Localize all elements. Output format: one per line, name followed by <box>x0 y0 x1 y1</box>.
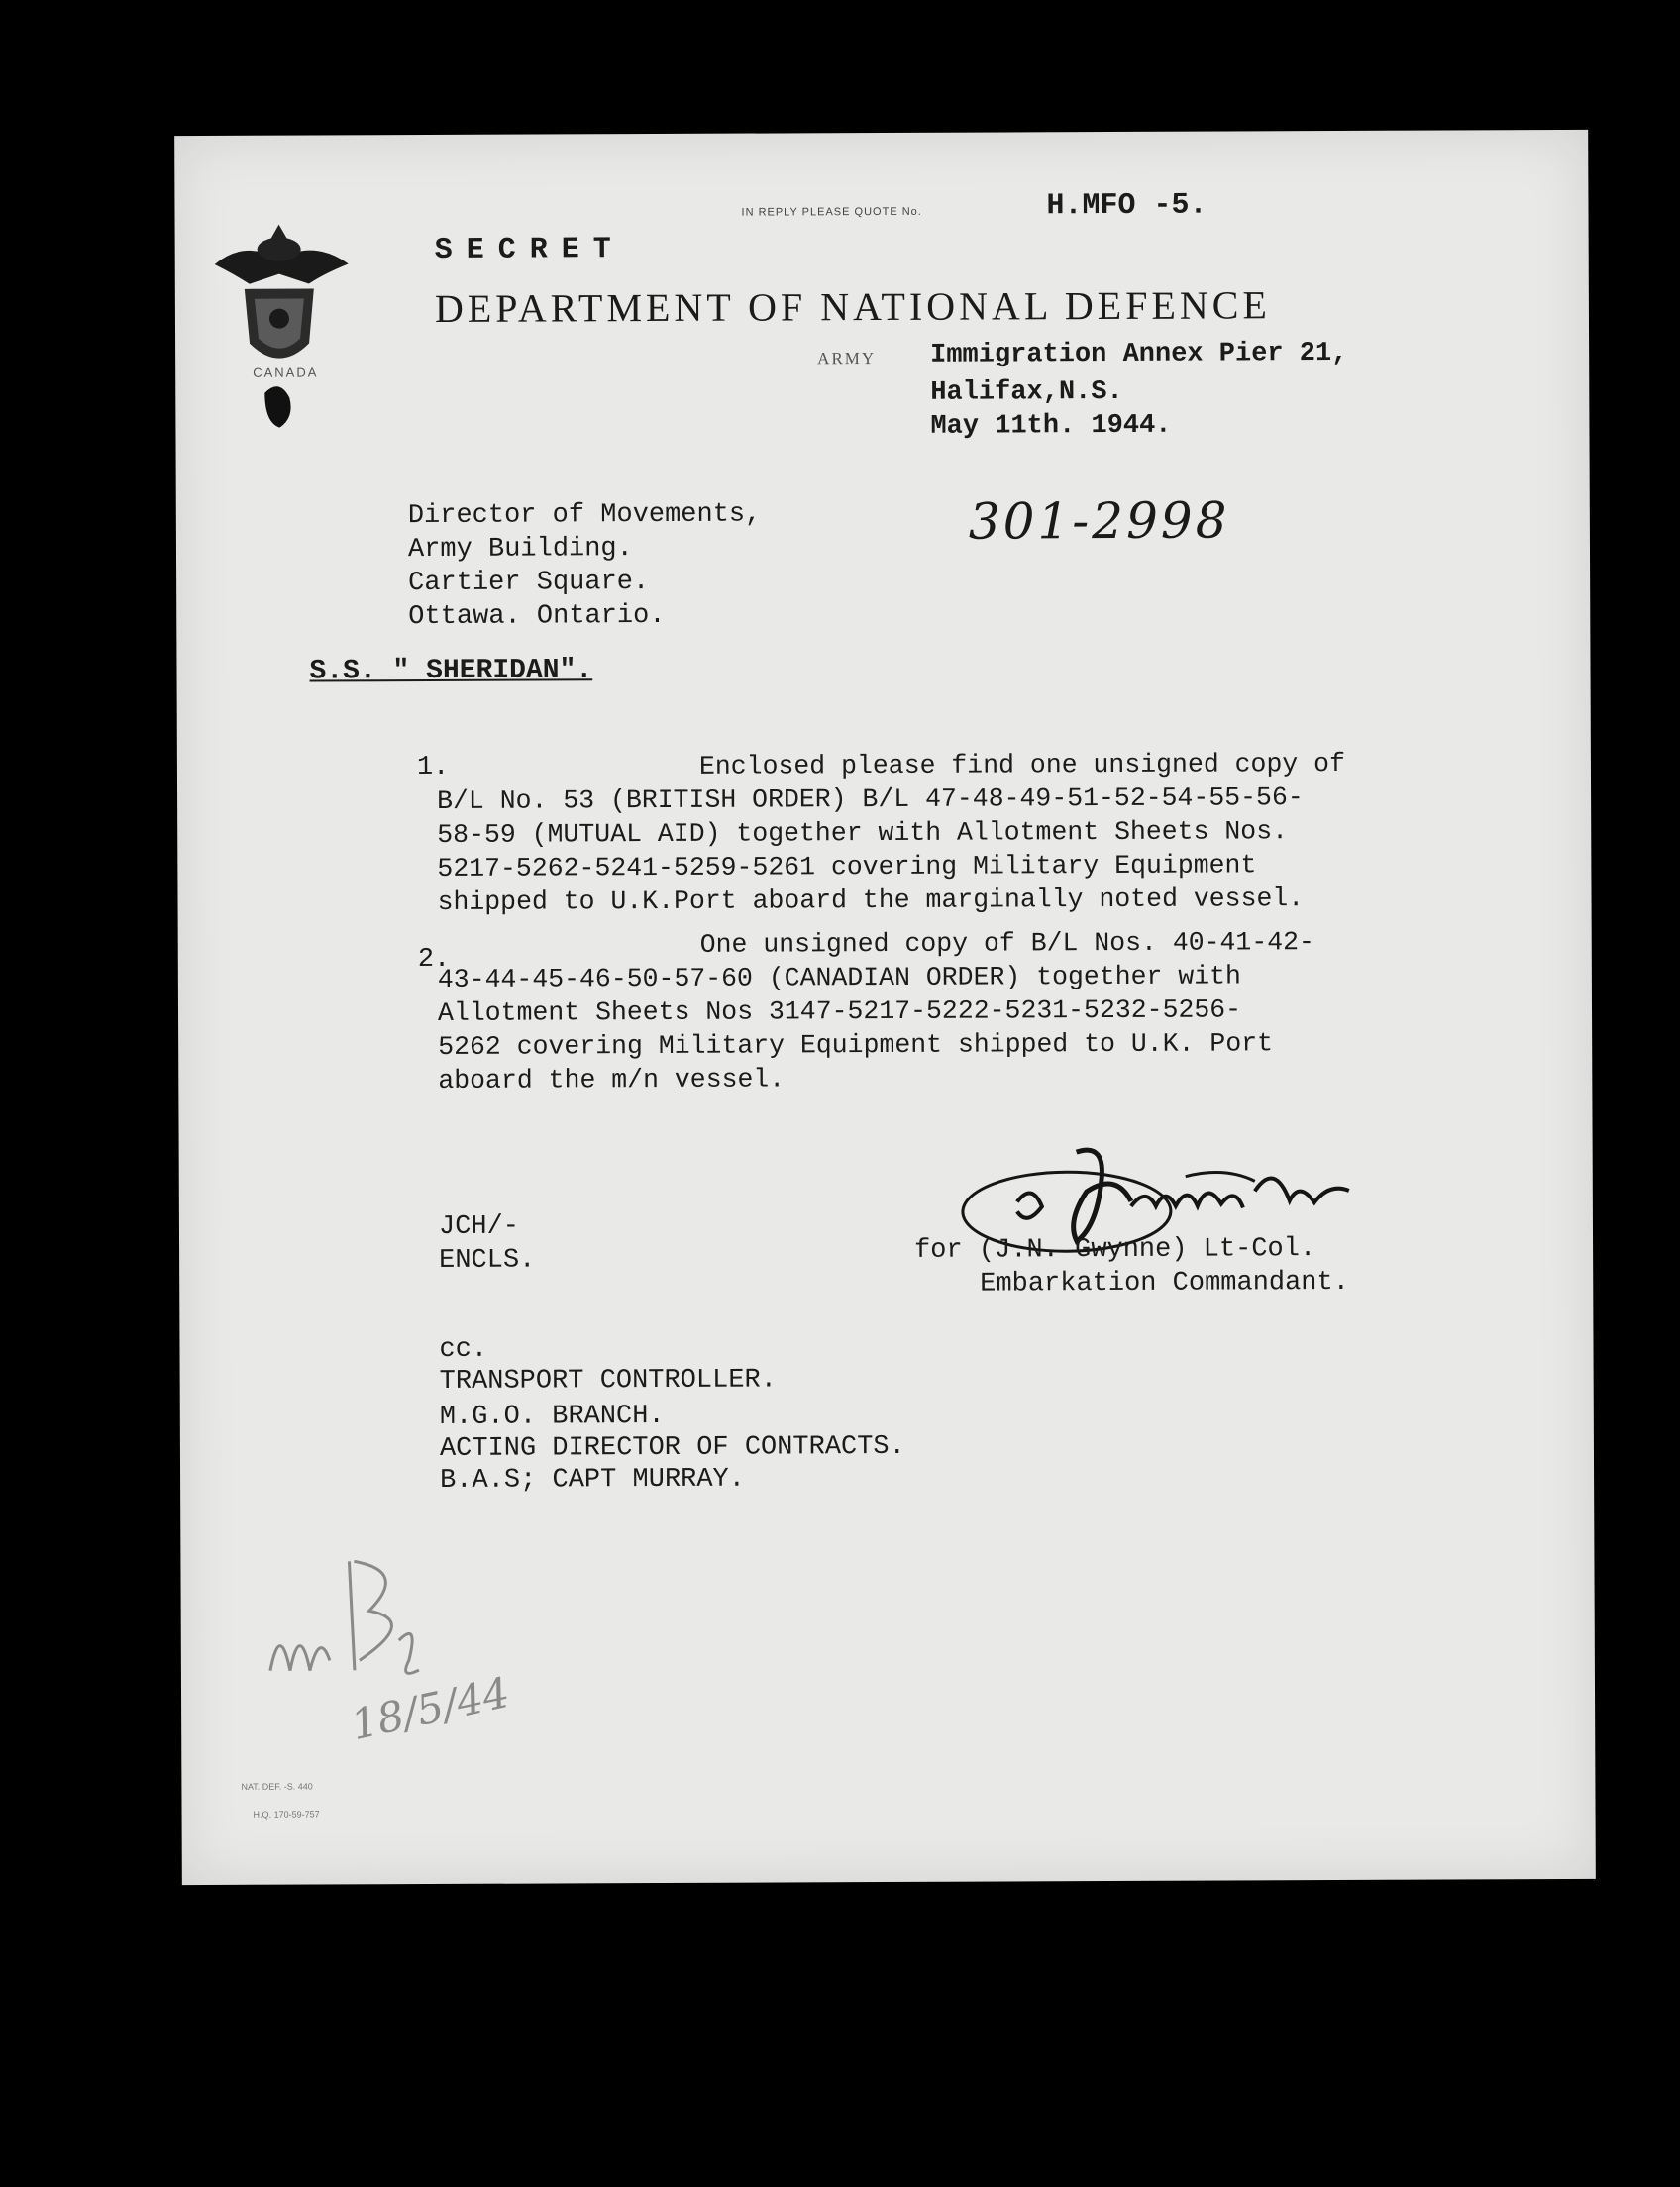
cc-item: TRANSPORT CONTROLLER. <box>439 1365 777 1397</box>
paragraph-line: 58-59 (MUTUAL AID) together with Allotment Sheets Nos. <box>437 816 1289 850</box>
letter-page <box>174 130 1596 1885</box>
crest-label: CANADA <box>253 364 319 380</box>
subject-line: S.S. " SHERIDAN". <box>309 655 593 687</box>
paragraph-number: 2. <box>417 944 451 976</box>
cc-item: M.G.O. BRANCH. <box>439 1401 665 1432</box>
department-title: DEPARTMENT OF NATIONAL DEFENCE <box>434 282 1271 331</box>
signatory-line: for (J.N. Gwynne) Lt-Col. <box>914 1234 1316 1266</box>
pencil-initials: WB <box>269 1561 271 1563</box>
recipient-line: Cartier Square. <box>408 568 650 599</box>
sender-address-line: Halifax,N.S. <box>930 376 1123 408</box>
paragraph-line: 5217-5262-5241-5259-5261 covering Military Equipment <box>437 850 1257 884</box>
sender-address-line: Immigration Annex Pier 21, <box>930 338 1348 370</box>
pencil-annotation <box>260 1521 518 1750</box>
paragraph-line: shipped to U.K.Port aboard the marginally noted vessel. <box>437 884 1305 917</box>
form-print-line: H.Q. 170-59-757 <box>253 1809 320 1820</box>
pencil-date: 18/5/44 <box>346 1667 514 1750</box>
recipient-line: Army Building. <box>407 534 633 566</box>
enclosures-note: ENCLS. <box>439 1245 536 1276</box>
paragraph-line: 43-44-45-46-50-57-60 (CANADIAN ORDER) together with <box>437 961 1241 994</box>
cc-label: cc. <box>439 1334 488 1365</box>
form-print-line: NAT. DEF. -S. 440 <box>241 1781 313 1792</box>
handwritten-file-number: 301-2998 <box>968 491 1230 551</box>
classification-mark: SECRET <box>434 233 625 267</box>
paragraph-line: One unsigned copy of B/L Nos. 40-41-42- <box>699 927 1314 960</box>
paragraph-line: Enclosed please find one unsigned copy of <box>698 748 1346 781</box>
paragraph-line: Allotment Sheets Nos 3147-5217-5222-5231-5232-5256- <box>437 994 1242 1028</box>
typist-initials: JCH/- <box>438 1211 520 1242</box>
reference-number: H.MFO -5. <box>1046 188 1208 224</box>
paragraph-line: aboard the m/n vessel. <box>438 1064 786 1095</box>
recipient-line: Director of Movements, <box>407 499 762 532</box>
crest-icon <box>194 204 364 443</box>
letter-date: May 11th. 1944. <box>930 410 1172 442</box>
paragraph-line: 5262 covering Military Equipment shipped to U.K. Port <box>438 1028 1274 1062</box>
cc-item: ACTING DIRECTOR OF CONTRACTS. <box>439 1431 905 1464</box>
recipient-line: Ottawa. Ontario. <box>408 600 666 633</box>
paragraph-line: B/L No. 53 (BRITISH ORDER) B/L 47-48-49-51-52-54-55-56- <box>437 782 1304 816</box>
signatory-title: Embarkation Commandant. <box>980 1267 1349 1300</box>
cc-item: B.A.S; CAPT MURRAY. <box>440 1464 746 1496</box>
army-label: ARMY <box>817 349 877 368</box>
reply-quote-label: IN REPLY PLEASE QUOTE No. <box>741 205 922 219</box>
paragraph-number: 1. <box>416 752 450 783</box>
